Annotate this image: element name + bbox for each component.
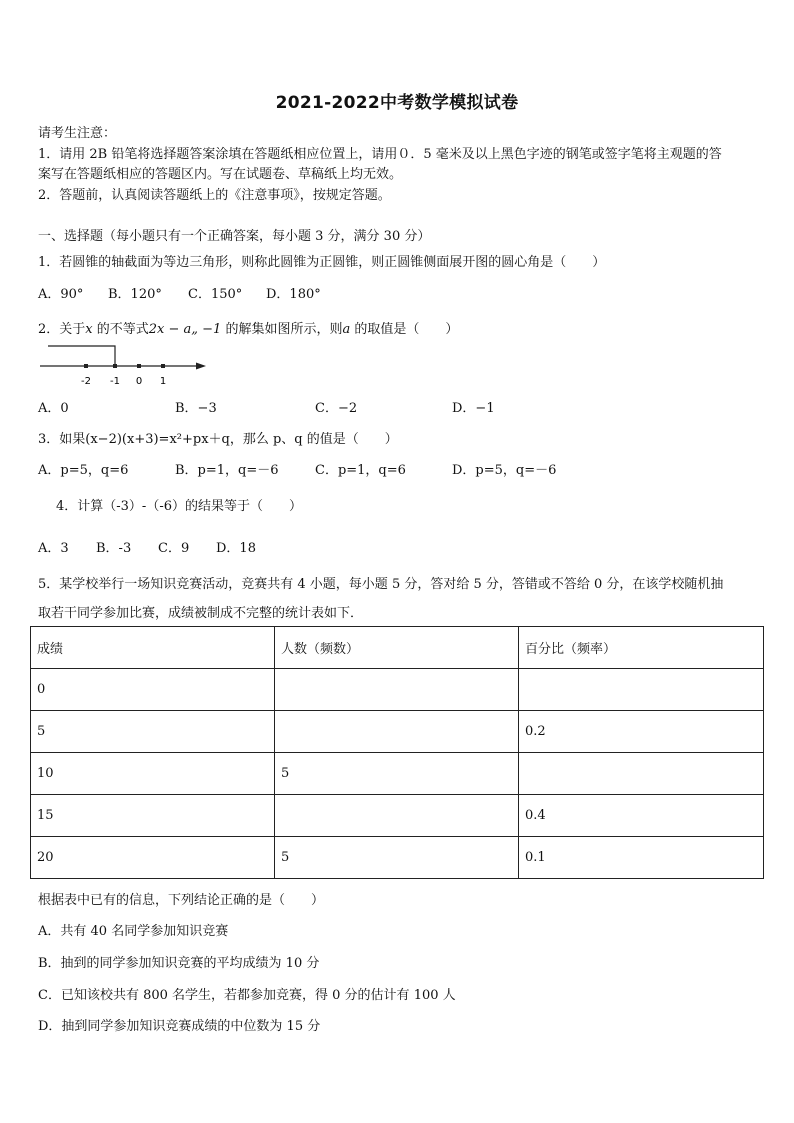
q2-var-x: x — [85, 322, 93, 337]
notice-item-1-line-1: 1．请用 2B 铅笔将选择题答案涂填在答题纸相应位置上，请用０．5 毫米及以上黑色字迹的钢笔或签字笔将主观题的答 — [38, 147, 722, 162]
table-row — [31, 711, 764, 753]
header-frequency: 人数（频数） — [275, 627, 519, 669]
q4-option-b: B．-3 — [96, 541, 132, 556]
q4-option-d: D．18 — [216, 541, 256, 556]
notice-item-2: 2．答题前，认真阅读答题纸上的《注意事项》，按规定答题。 — [38, 188, 391, 203]
q3-option-b: B．p=1，q=－6 — [175, 463, 279, 478]
question-4-text: 4．计算（-3）-（-6）的结果等于（ ） — [56, 499, 302, 514]
cell-score: 0 — [31, 669, 275, 711]
cell-frequency: 5 — [275, 837, 519, 879]
tick-label-0: 0 — [135, 376, 143, 387]
q4-option-a: A．3 — [38, 541, 69, 556]
q5-option-d: D．抽到同学参加知识竞赛成绩的中位数为 15 分 — [38, 1019, 321, 1034]
q2-option-a: A．0 — [38, 401, 69, 416]
table-row — [31, 669, 764, 711]
section-heading: 一、选择题（每小题只有一个正确答案，每小题 3 分，满分 30 分） — [38, 229, 431, 244]
cell-frequency — [275, 795, 519, 837]
number-line-arrow-icon — [196, 363, 206, 370]
q2-suffix-a: 的解集如图所示，则 — [221, 322, 343, 337]
header-percentage: 百分比（频率） — [519, 627, 764, 669]
q2-middle: 的不等式 — [92, 322, 149, 337]
cell-percentage: 0.2 — [519, 711, 764, 753]
number-line-figure — [38, 342, 218, 392]
notice-heading: 请考生注意： — [38, 126, 117, 141]
tick-point-neg1 — [113, 364, 117, 368]
q3-option-d: D．p=5，q=－6 — [452, 463, 557, 478]
tick-point-neg2 — [84, 364, 88, 368]
cell-frequency: 5 — [275, 753, 519, 795]
question-1-text: 1．若圆锥的轴截面为等边三角形，则称此圆锥为正圆锥，则正圆锥侧面展开图的圆心角是（ ） — [38, 255, 606, 270]
header-score: 成绩 — [31, 627, 275, 669]
tick-point-0 — [137, 364, 141, 368]
cell-frequency — [275, 669, 519, 711]
table-row — [31, 837, 764, 879]
q2-inequality: 2x − a„ −1 — [148, 322, 222, 337]
q2-var-a: a — [342, 322, 351, 337]
cell-score: 15 — [31, 795, 275, 837]
table-row — [31, 795, 764, 837]
q2-prefix: 2．关于 — [38, 322, 86, 337]
cell-score: 5 — [31, 711, 275, 753]
tick-point-1 — [161, 364, 165, 368]
solution-set-bracket — [48, 346, 115, 366]
q1-option-a: A．90° — [38, 287, 84, 302]
q3-option-a: A．p=5，q=6 — [38, 463, 129, 478]
page-title: 2021-2022中考数学模拟试卷 — [275, 93, 519, 113]
table-row — [31, 753, 764, 795]
question-5-prompt: 根据表中已有的信息，下列结论正确的是（ ） — [38, 893, 325, 908]
q2-option-c: C．−2 — [315, 401, 358, 416]
cell-frequency — [275, 711, 519, 753]
cell-score: 20 — [31, 837, 275, 879]
question-5-line-1: 5．某学校举行一场知识竞赛活动，竞赛共有 4 小题，每小题 5 分，答对给 5 分，答错或不答给 0 分，在该学校随机抽 — [38, 577, 724, 592]
q5-option-b: B．抽到的同学参加知识竞赛的平均成绩为 10 分 — [38, 956, 320, 971]
notice-item-1-line-2: 案写在答题纸相应的答题区内。写在试题卷、草稿纸上均无效。 — [38, 167, 403, 182]
cell-percentage: 0.1 — [519, 837, 764, 879]
q2-option-d: D．−1 — [452, 401, 495, 416]
table-header-row — [31, 627, 764, 669]
tick-label-neg1: -1 — [110, 376, 120, 387]
question-3-text: 3．如果(x−2)(x+3)=x²+px＋q，那么 p、q 的值是（ ） — [38, 432, 398, 447]
q1-option-d: D．180° — [266, 287, 321, 302]
tick-label-1: 1 — [159, 376, 167, 387]
tick-label-neg2: -2 — [81, 376, 91, 387]
q5-option-c: C．已知该校共有 800 名学生，若都参加竞赛，得 0 分的估计有 100 人 — [38, 988, 456, 1003]
q1-option-c: C．150° — [188, 287, 243, 302]
cell-percentage: 0.4 — [519, 795, 764, 837]
cell-score: 10 — [31, 753, 275, 795]
question-2-text — [38, 318, 458, 337]
cell-percentage — [519, 753, 764, 795]
q5-option-a: A．共有 40 名同学参加知识竞赛 — [38, 924, 229, 939]
cell-percentage — [519, 669, 764, 711]
q1-option-b: B．120° — [108, 287, 162, 302]
score-statistics-table — [30, 626, 764, 879]
q2-suffix-b: 的取值是（ ） — [350, 322, 459, 337]
q4-option-c: C．9 — [158, 541, 190, 556]
q3-option-c: C．p=1，q=6 — [315, 463, 406, 478]
q2-option-b: B．−3 — [175, 401, 217, 416]
question-5-line-2: 取若干同学参加比赛，成绩被制成不完整的统计表如下． — [38, 606, 364, 621]
